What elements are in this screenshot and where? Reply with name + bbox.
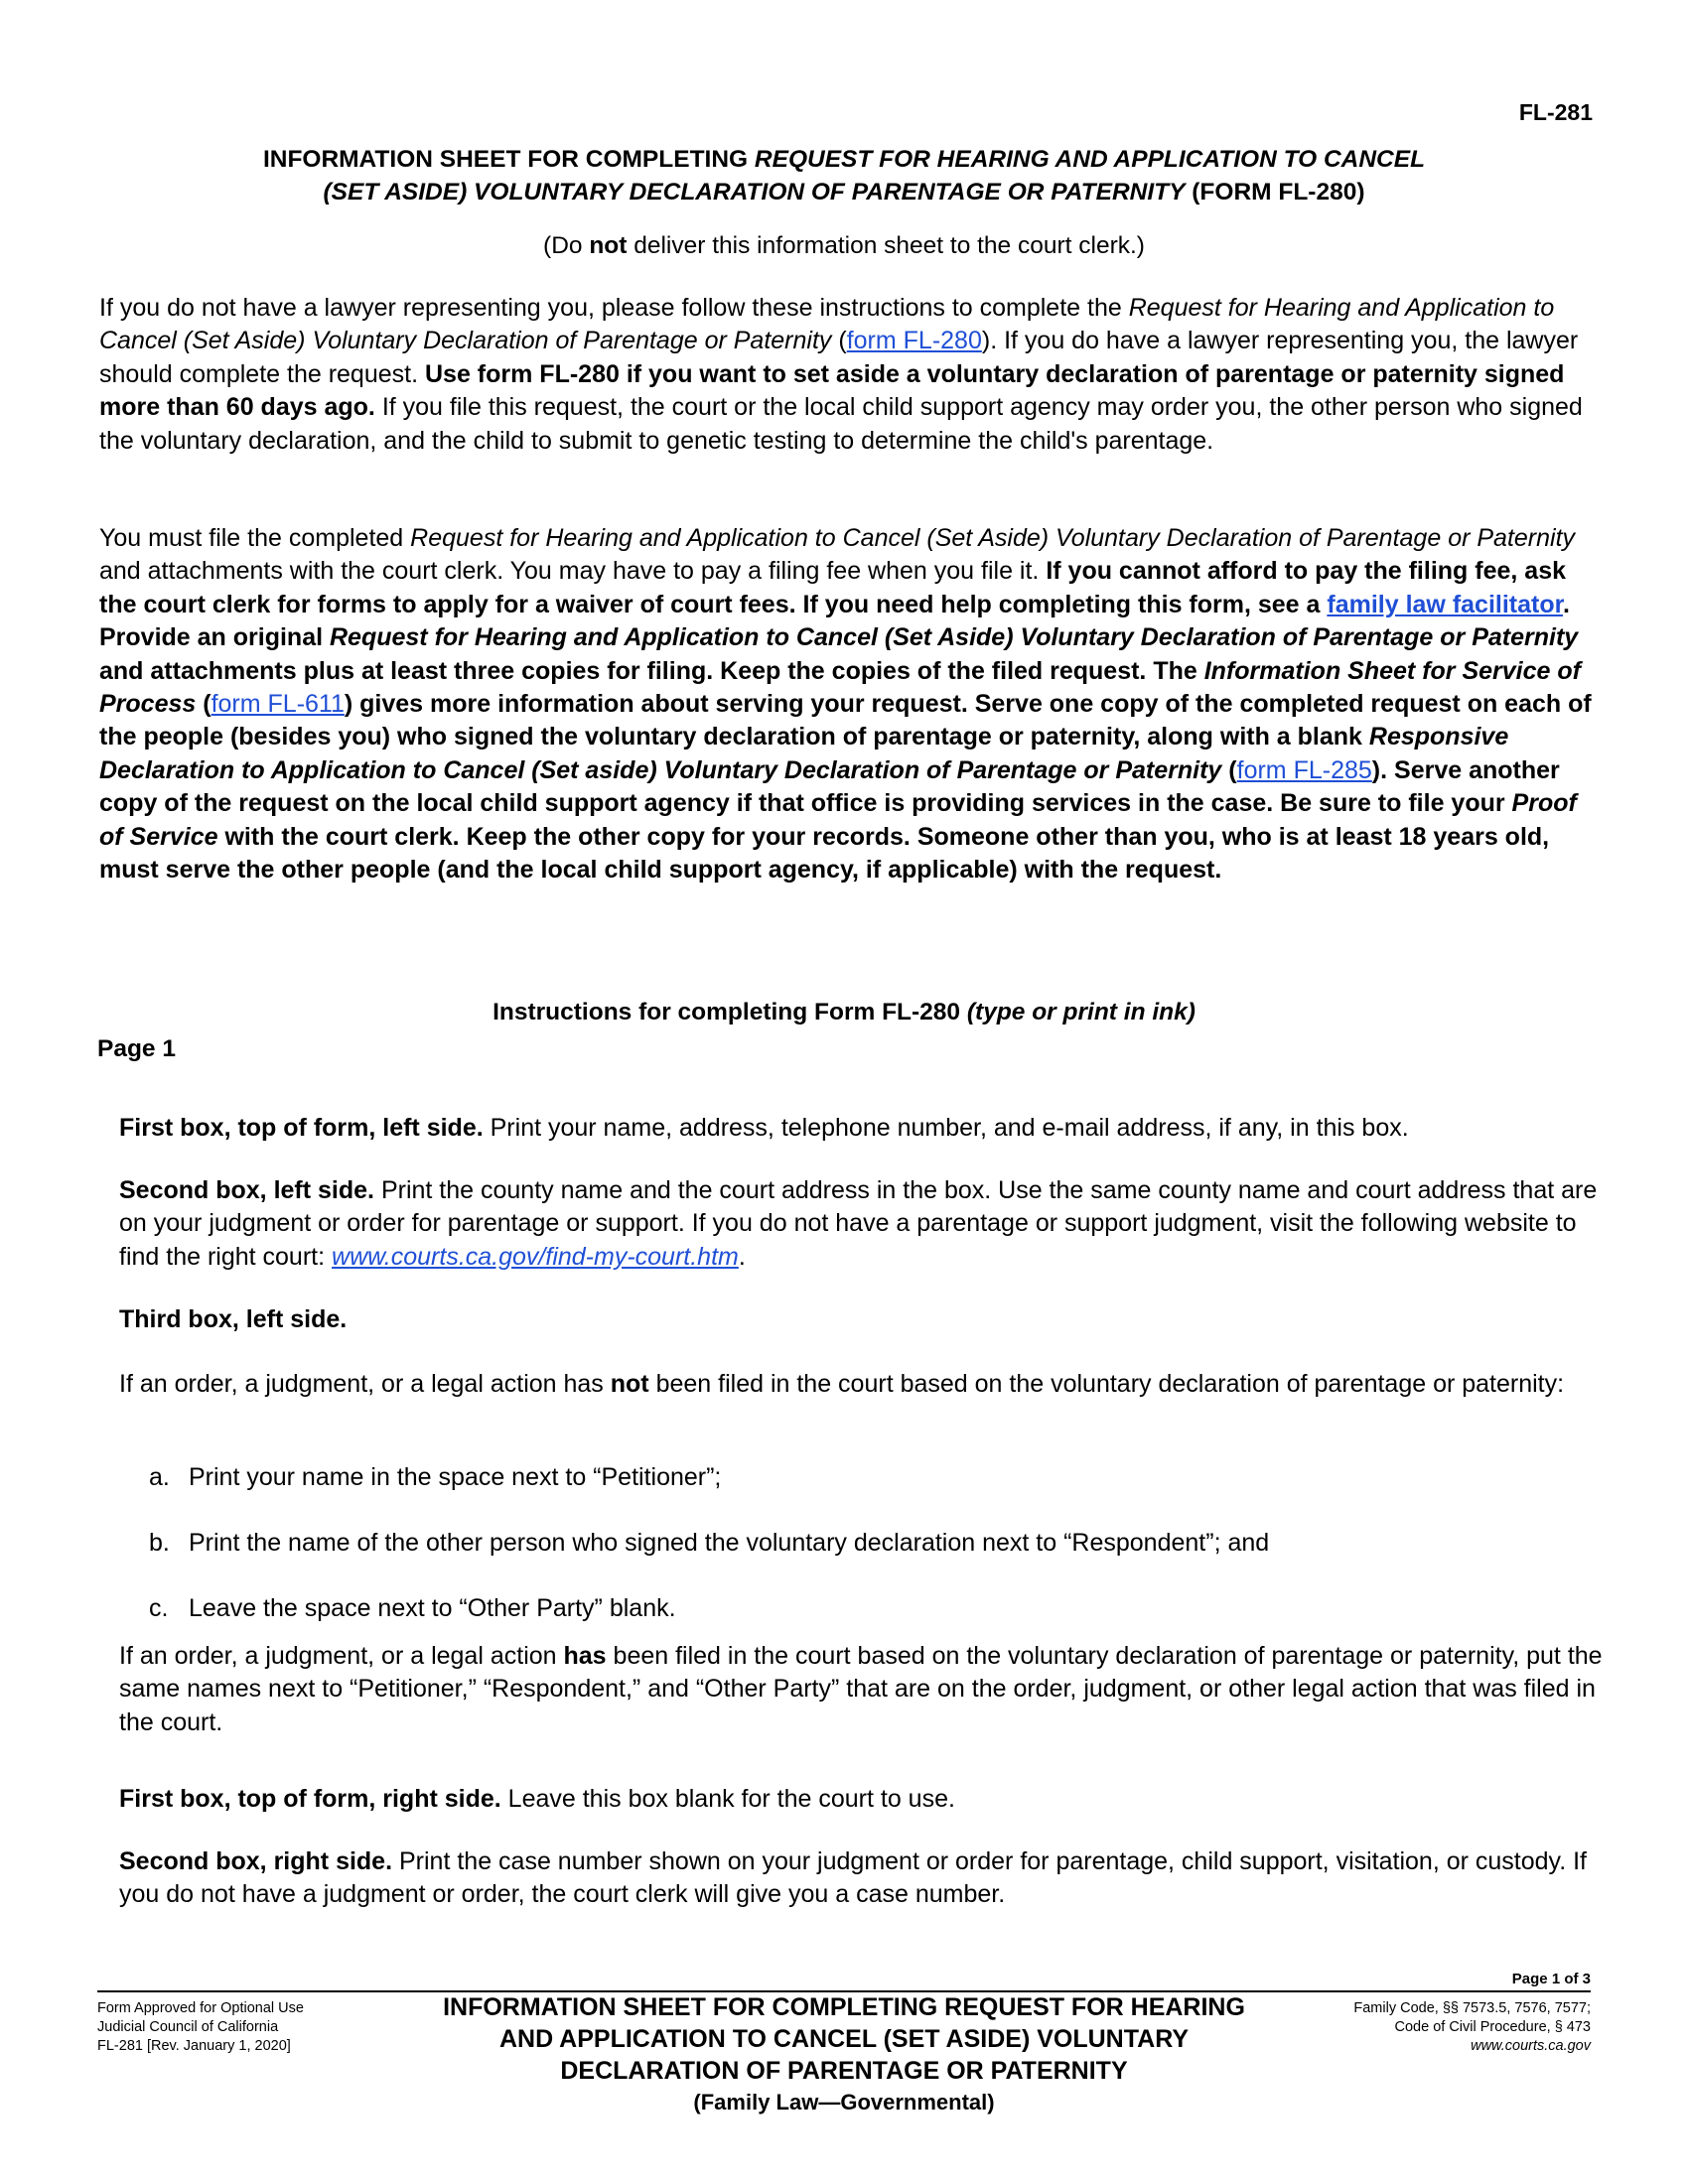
page-section-label: Page 1 (97, 1035, 176, 1062)
third-box-condition-filed: If an order, a judgment, or a legal action has been filed in the court based on the voluntary declaration of parentage or paternity, put the same names next to “Petitioner,” “Respondent,” and “Other Party” that are on the order, judgment, or other legal action that was filed in the court. (119, 1642, 1603, 1736)
list-item: a. Print your name in the space next to “Petitioner”; (149, 1463, 722, 1491)
footer-title: INFORMATION SHEET FOR COMPLETING REQUEST FOR HEARING AND APPLICATION TO CANCEL (SET ASIDE) VOLUNTARY DECLARATION OF PARENTAGE OR PATERNITY (Family Law—Governmental) (443, 1993, 1245, 2115)
find-my-court-link[interactable]: www.courts.ca.gov/find-my-court.htm (332, 1242, 739, 1271)
first-box-left-instruction: First box, top of form, left side. Print your name, address, telephone number, and e-mail address, if any, in this box. (119, 1114, 1409, 1142)
document-title: INFORMATION SHEET FOR COMPLETING REQUEST FOR HEARING AND APPLICATION TO CANCEL (SET ASIDE) VOLUNTARY DECLARATION OF PARENTAGE OR PATERNITY (FORM FL-280) (262, 146, 1426, 205)
instructions-heading: Instructions for completing Form FL-280 (type or print in ink) (492, 999, 1196, 1025)
form-fl-285-link[interactable]: form FL-285 (1236, 755, 1372, 784)
list-item: b. Print the name of the other person who signed the voluntary declaration next to “Respondent”; and (149, 1529, 1270, 1557)
document-subtitle: (Do not deliver this information sheet to the court clerk.) (543, 232, 1145, 259)
third-box-condition-not-filed: If an order, a judgment, or a legal action has not been filed in the court based on the voluntary declaration of parentage or paternity: (119, 1370, 1565, 1398)
first-box-right-instruction: First box, top of form, right side. Leave this box blank for the court to use. (119, 1785, 955, 1813)
intro-paragraph-2: You must file the completed Request for Hearing and Application to Cancel (Set Aside) Voluntary Declaration of Parentage or Paternity and attachments with the court clerk. You may have to pay a filing fee when you file it. If you cannot afford to pay the filing fee, ask the court clerk for forms to apply for a waiver of court fees. If you need help completing this form, see a family law facilitator. Provide an original Request for Hearing and Application to Cancel (Set Aside) Voluntary Declaration of Parentage or Paternity and attachments plus at least three copies for filing. Keep the copies of the filed request. The Information Sheet for Service of Process (form FL-611) gives more information about serving your request. Serve one copy of the completed request on each of the people (besides you) who signed the voluntary declaration of parentage or paternity, along with a blank Responsive Declaration to Application to Cancel (Set aside) Voluntary Declaration of Parentage or Paternity (form FL-285). Serve another copy of the request on the local child support agency if that office is providing services in the case. Be sure to file your Proof of Service with the court clerk. Keep the other copy for your records. Someone other than you, who is at least 18 years old, must serve the other people (and the local child support agency, if applicable) with the request. (99, 524, 1592, 885)
form-fl-280-link[interactable]: form FL-280 (846, 327, 982, 355)
form-number: FL-281 (1518, 99, 1593, 125)
form-fl-611-link[interactable]: form FL-611 (211, 690, 345, 719)
third-box-left-heading: Third box, left side. (119, 1305, 348, 1333)
page-number: Page 1 of 3 (1511, 1971, 1591, 1987)
second-box-right-instruction: Second box, right side. Print the case number shown on your judgment or order for parentage, child support, visitation, or custody. If you do not have a judgment or order, the court clerk will give you a case number. (119, 1847, 1587, 1909)
intro-paragraph-1: If you do not have a lawyer representing you, please follow these instructions to complete the Request for Hearing and Application to Cancel (Set Aside) Voluntary Declaration of Parentage or Paternity (form FL-280). If you do have a lawyer representing you, the lawyer should complete the request. Use form FL-280 if you want to set aside a voluntary declaration of parentage or paternity signed more than 60 days ago. If you file this request, the court or the local child support agency may order you, the other person who signed the voluntary declaration, and the child to submit to genetic testing to determine the child's parentage. (99, 294, 1583, 455)
list-item: c. Leave the space next to “Other Party” blank. (149, 1594, 676, 1622)
footer-legal-citations: Family Code, §§ 7573.5, 7576, 7577; Code of Civil Procedure, § 473 www.courts.ca.gov (1353, 2000, 1591, 2054)
family-law-facilitator-link[interactable]: family law facilitator (1327, 590, 1563, 618)
second-box-left-instruction: Second box, left side. Print the county name and the court address in the box. Use the same county name and court address that are on your judgment or order for parentage or support. If you do not have a parentage or support judgment, visit the following website to find the right court: www.courts.ca.gov/find-my-court.htm. (119, 1176, 1598, 1271)
courts-website-link[interactable]: www.courts.ca.gov (1471, 2038, 1591, 2054)
footer-approval-info: Form Approved for Optional Use Judicial Council of California FL-281 [Rev. January 1, 2020] (97, 2000, 304, 2054)
